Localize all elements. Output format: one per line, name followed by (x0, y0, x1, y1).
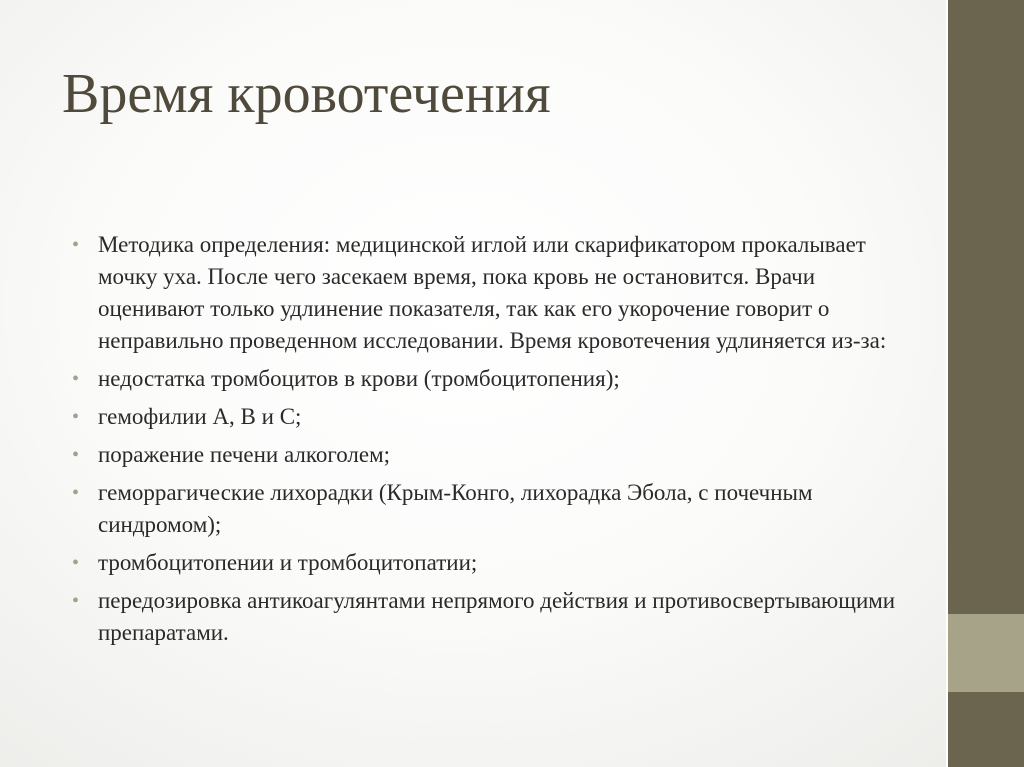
list-item-text: тромбоцитопении и тромбоцитопатии; (98, 550, 478, 575)
bullet-icon: • (72, 406, 80, 428)
bullet-list (72, 229, 912, 655)
bullet-icon: • (72, 234, 80, 256)
list-item-text: Методика определения: медицинской иглой или скарификатором прокалывает мочку уха. После чего засекаем время, пока кровь не остановится. Врачи оценивают только удлинение показателя, так как его укорочение говорит о неправильно проведенном исследовании. Время кровотечения удлиняется из-за: (98, 232, 887, 353)
list-item-text: поражение печени алкоголем; (98, 442, 391, 467)
bullet-icon: • (72, 444, 80, 466)
list-item (72, 477, 912, 541)
list-item-text: передозировка антикоагулянтами непрямого действия и противосвертывающими препаратами. (98, 588, 896, 645)
list-item (72, 547, 912, 579)
list-item (72, 439, 912, 471)
list-item-text: недостатка тромбоцитов в крови (тромбоцитопения); (98, 366, 620, 391)
slide-title: Время кровотечения (62, 63, 551, 125)
bullet-icon: • (72, 482, 80, 504)
sidebar-bar-top (948, 0, 1024, 614)
list-item-text: геморрагические лихорадки (Крым-Конго, лихорадка Эбола, с почечным синдромом); (98, 480, 813, 537)
sidebar-accent-block (948, 614, 1024, 692)
sidebar-bar-bottom (948, 692, 1024, 767)
bullet-icon: • (72, 590, 80, 612)
list-item-text: гемофилии A, B и C; (98, 404, 302, 429)
list-item (72, 401, 912, 433)
list-item (72, 229, 912, 357)
list-item (72, 363, 912, 395)
bullet-icon: • (72, 368, 80, 390)
sidebar-divider (946, 0, 948, 767)
bullet-icon: • (72, 552, 80, 574)
list-item (72, 585, 912, 649)
